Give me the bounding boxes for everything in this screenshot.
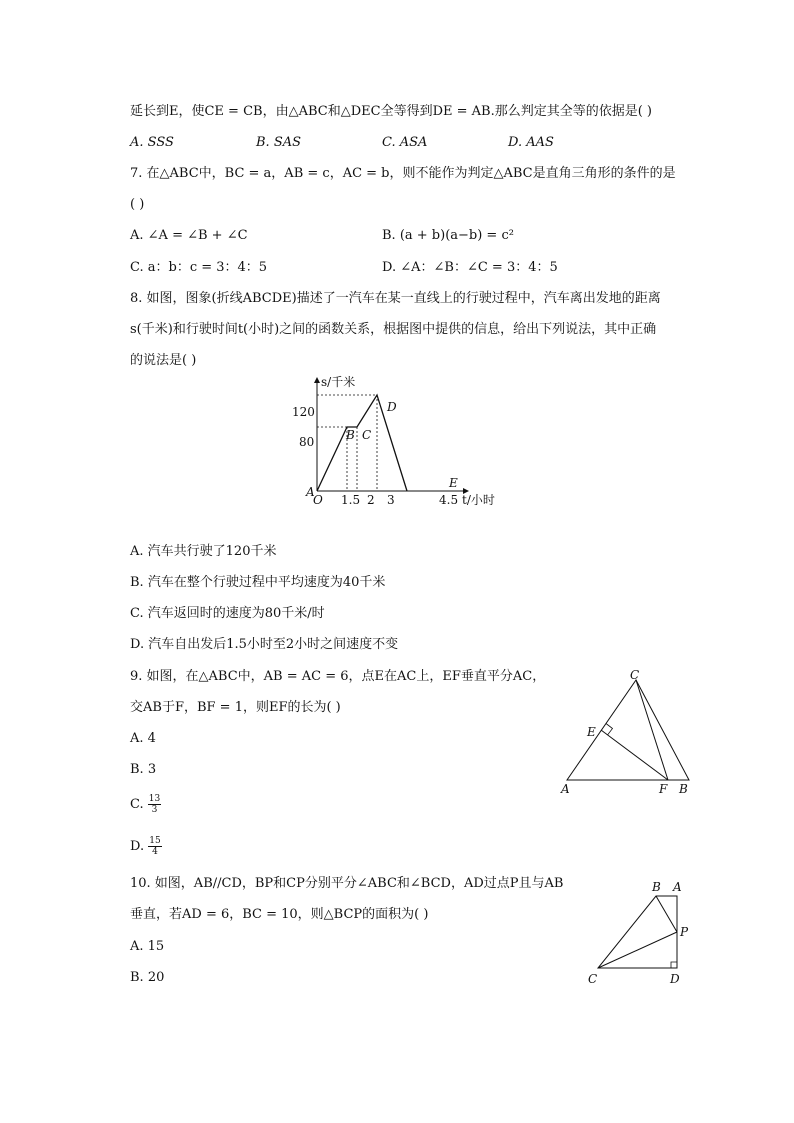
- q9-label-a: A: [561, 782, 570, 796]
- q9-triangle-figure: [555, 668, 700, 798]
- q7-option-c[interactable]: C. a：b：c = 3：4：5: [130, 260, 268, 275]
- q9-option-d-fraction: [148, 836, 161, 857]
- q10-option-b[interactable]: B. 20: [130, 970, 165, 985]
- segment-ef: [601, 730, 668, 780]
- q9-stem-line2: 交AB于F，BF = 1，则EF的长为( ): [130, 700, 341, 715]
- y-axis-label: s/千米: [321, 375, 356, 389]
- q8-stem-line3: 的说法是( ): [130, 353, 197, 368]
- q9-label-b: B: [679, 782, 688, 796]
- q9-option-d[interactable]: [130, 836, 162, 857]
- q10-label-p: P: [680, 925, 689, 939]
- q9-option-c[interactable]: [130, 794, 161, 815]
- q9-option-c-denominator: 3: [151, 805, 158, 815]
- q6-option-b[interactable]: B. SAS: [256, 135, 302, 150]
- q10-stem-line2: 垂直，若AD = 6，BC = 10，则△BCP的面积为( ): [130, 907, 429, 922]
- point-d-label: D: [387, 400, 397, 414]
- q6-stem-tail: 延长到E，使CE = CB，由△ABC和△DEC全等得到DE = AB.那么判定其全等的依据是( ): [130, 104, 652, 119]
- trapezoid-abdc: [598, 896, 677, 968]
- q9-label-f: F: [659, 782, 668, 796]
- segment-cf: [636, 680, 668, 780]
- q8-distance-time-graph: [290, 370, 520, 515]
- q9-option-d-label: D.: [130, 839, 145, 854]
- q10-stem-line1: 10. 如图，AB//CD，BP和CP分别平分∠ABC和∠BCD，AD过点P且与AB: [130, 876, 564, 891]
- x-tick-2: 2: [367, 493, 375, 507]
- q9-stem-line1: 9. 如图，在△ABC中，AB = AC = 6，点E在AC上，EF垂直平分AC，: [130, 669, 546, 684]
- q8-option-c[interactable]: C. 汽车返回时的速度为80千米/时: [130, 606, 325, 621]
- q10-label-a: A: [673, 880, 682, 894]
- q10-label-c: C: [588, 972, 598, 986]
- q9-option-c-fraction: [148, 794, 161, 815]
- q10-option-a[interactable]: A. 15: [130, 939, 165, 954]
- q8-stem-line1: 8. 如图，图象(折线ABCDE)描述了一汽车在某一直线上的行驶过程中，汽车离出发地的距离: [130, 291, 661, 306]
- q9-option-a[interactable]: A. 4: [130, 731, 156, 746]
- y-tick-120: 120: [292, 405, 315, 419]
- x-axis-label: t/小时: [462, 493, 495, 507]
- x-tick-1-5: 1.5: [341, 493, 361, 507]
- q9-label-c: C: [630, 668, 640, 682]
- q10-label-d: D: [670, 972, 680, 986]
- triangle-abc: [567, 680, 689, 780]
- segment-bp: [656, 896, 677, 932]
- q8-stem-line2: s(千米)和行驶时间t(小时)之间的函数关系，根据图中提供的信息，给出下列说法，其中正确: [130, 322, 657, 337]
- y-tick-80: 80: [299, 435, 315, 449]
- x-tick-4-5: 4.5: [439, 493, 459, 507]
- q7-option-d[interactable]: D. ∠A：∠B：∠C = 3：4：5: [382, 260, 558, 275]
- q8-option-a[interactable]: A. 汽车共行驶了120千米: [130, 544, 277, 559]
- q6-option-c[interactable]: C. ASA: [382, 135, 428, 150]
- point-e-label: E: [449, 476, 458, 490]
- q7-option-b[interactable]: B. (a + b)(a−b) = c²: [382, 228, 514, 243]
- q9-option-d-denominator: 4: [152, 847, 158, 857]
- segment-cp: [598, 932, 677, 968]
- q9-option-c-label: C.: [130, 797, 144, 812]
- q6-option-d[interactable]: D. AAS: [508, 135, 554, 150]
- q10-trapezoid-figure: [580, 872, 695, 992]
- q8-option-b[interactable]: B. 汽车在整个行驶过程中平均速度为40千米: [130, 575, 386, 590]
- q7-stem-paren: ( ): [130, 197, 145, 212]
- point-a-label: A: [306, 485, 315, 499]
- right-angle-mark: [606, 724, 613, 736]
- q9-option-b[interactable]: B. 3: [130, 762, 157, 777]
- point-b-label: B: [346, 428, 355, 442]
- q9-option-c-numerator: 13: [148, 794, 161, 804]
- q7-option-a[interactable]: A. ∠A = ∠B + ∠C: [130, 228, 248, 243]
- q6-option-a[interactable]: A. SSS: [130, 135, 174, 150]
- q7-stem: 7. 在△ABC中，BC = a，AB = c，AC = b，则不能作为判定△ABC是直角三角形的条件的是: [130, 166, 676, 181]
- right-angle-mark-d: [671, 962, 677, 968]
- origin-label: O: [313, 493, 323, 507]
- q9-option-d-numerator: 15: [149, 836, 161, 846]
- q9-label-e: E: [587, 725, 596, 739]
- q10-label-b: B: [652, 880, 661, 894]
- x-tick-3: 3: [387, 493, 395, 507]
- q8-option-d[interactable]: D. 汽车自出发后1.5小时至2小时之间速度不变: [130, 637, 399, 652]
- point-c-label: C: [362, 428, 372, 442]
